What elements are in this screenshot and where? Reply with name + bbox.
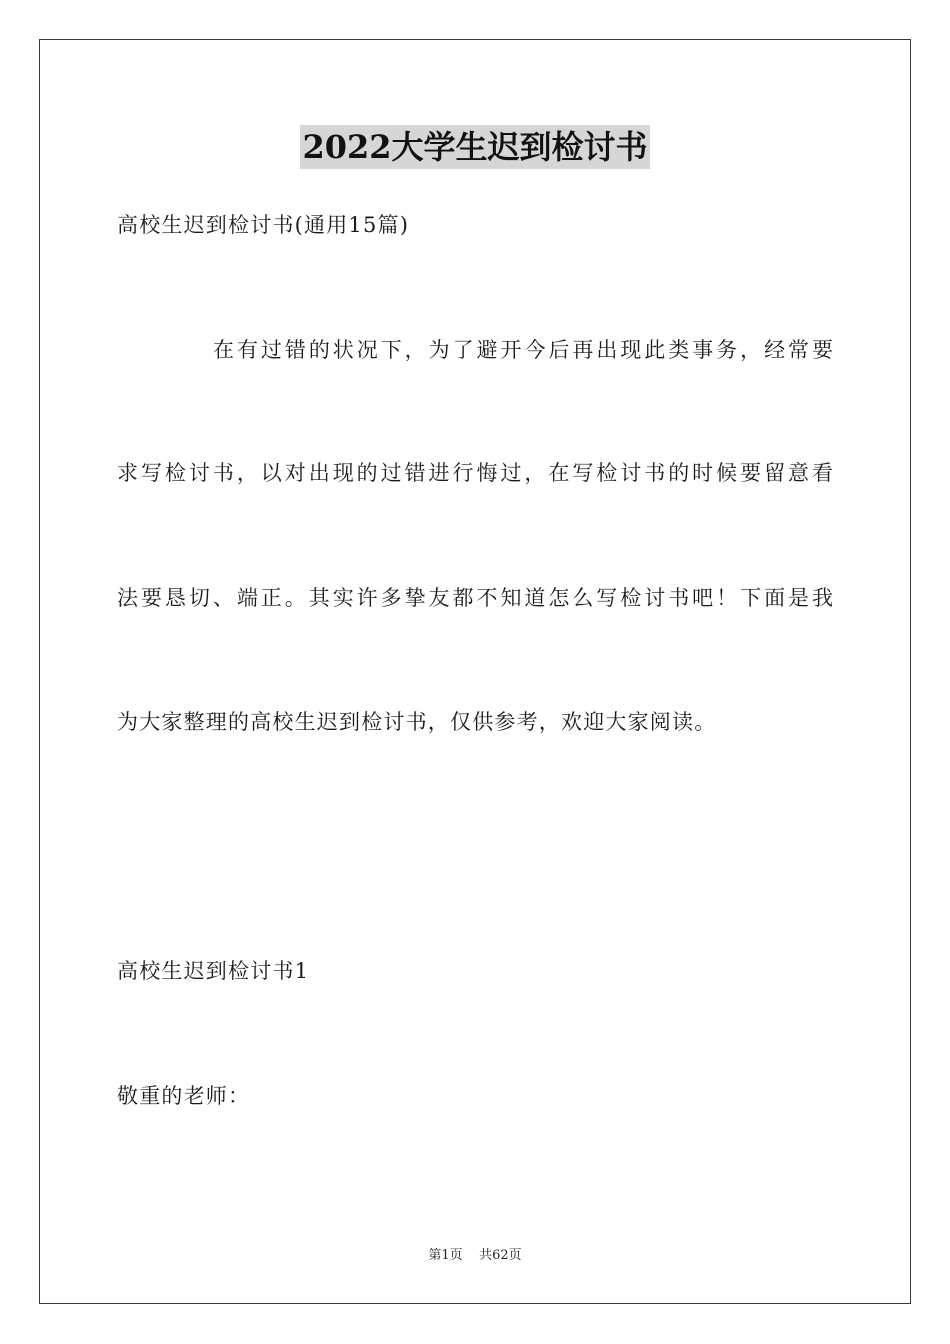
page-footer [0,1247,950,1265]
intro-paragraph-line-3: 法要恳切、端正。其实许多挚友都不知道怎么写检讨书吧！下面是我 [117,586,833,610]
intro-paragraph-line-1: 在有过错的状况下，为了避开今后再出现此类事务，经常要 [213,338,833,362]
document-title: 2022大学生迟到检讨书 [300,125,649,169]
section-heading: 高校生迟到检讨书1 [117,959,310,983]
intro-paragraph-line-4: 为大家整理的高校生迟到检讨书，仅供参考，欢迎大家阅读。 [117,710,717,734]
salutation: 敬重的老师： [117,1084,251,1108]
intro-paragraph-line-2: 求写检讨书，以对出现的过错进行悔过，在写检讨书的时候要留意看 [117,461,833,485]
page-number: 第1页 [428,1248,463,1263]
document-subtitle: 高校生迟到检讨书(通用15篇) [117,213,410,237]
page-total: 共62页 [479,1248,522,1263]
title-container [0,125,950,169]
